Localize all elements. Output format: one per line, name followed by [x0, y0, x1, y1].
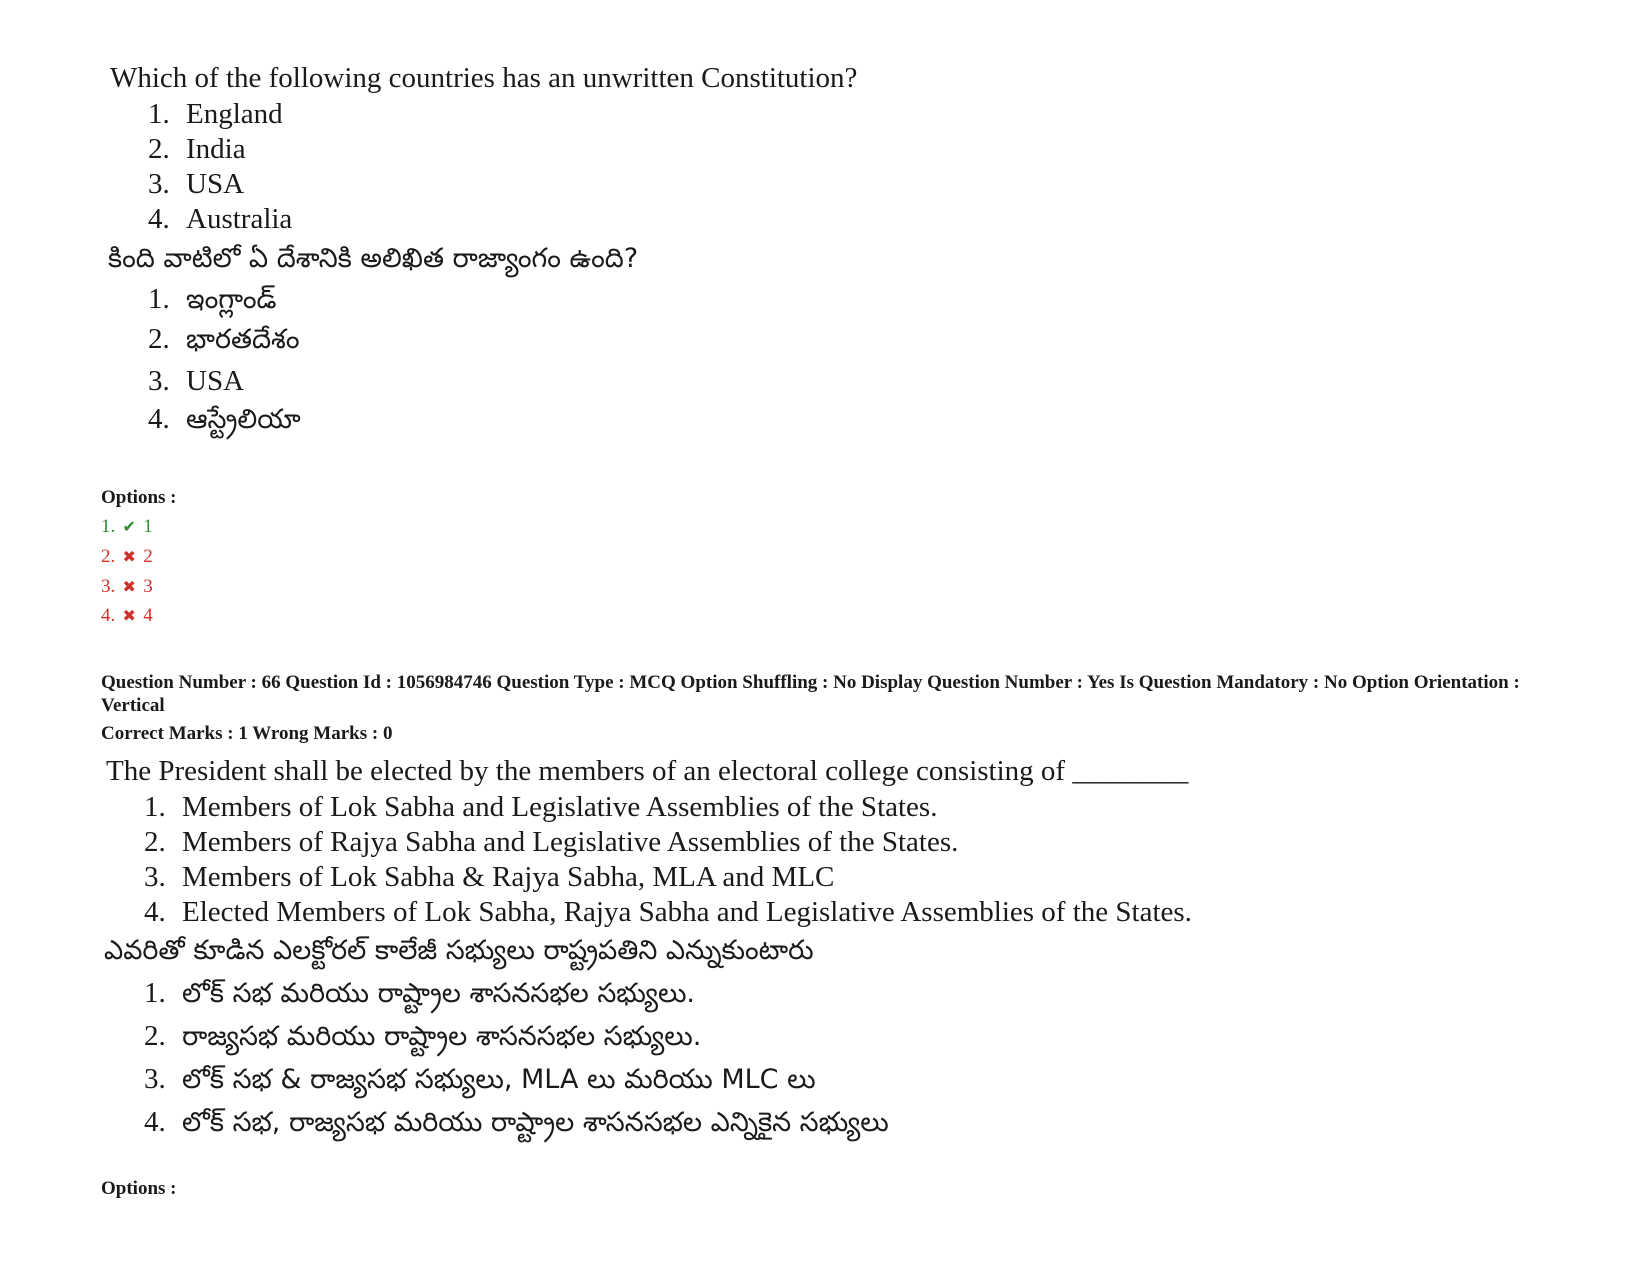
q1-option-te-1: [148, 283, 277, 322]
answer-row-1: [101, 516, 153, 538]
option-text: ఇంగ్లాండ్: [186, 284, 277, 315]
option-text: USA: [186, 365, 245, 397]
answer-prefix: 3.: [101, 576, 116, 597]
answer-prefix: 4.: [101, 605, 116, 626]
option-number: 2.: [144, 1020, 166, 1052]
option-text: Elected Members of Lok Sabha, Rajya Sabha and Legislative Assemblies of the States.: [182, 896, 1192, 928]
option-number: 3.: [144, 1063, 166, 1095]
cross-icon: ✖: [122, 606, 136, 625]
option-text: లోక్ సభ, రాజ్యసభ మరియు రాష్ట్రాల శాసనసభల ఎన్నికైన సభ్యులు: [182, 1107, 889, 1138]
option-number: 3.: [148, 365, 170, 397]
option-number: 4.: [144, 1106, 166, 1138]
option-number: 3.: [148, 168, 170, 200]
option-text: Members of Lok Sabha and Legislative Assemblies of the States.: [182, 791, 938, 823]
option-number: 2.: [148, 133, 170, 165]
answer-value: 3: [143, 576, 153, 597]
option-text: Members of Lok Sabha & Rajya Sabha, MLA and MLC: [182, 861, 835, 893]
q2-meta: Question Number : 66 Question Id : 1056984746 Question Type : MCQ Option Shuffling : No Display Question Number : Yes Is Question Mandatory : No Option Orientation : Vertical: [101, 672, 1520, 716]
answer-value: 2: [143, 546, 153, 567]
q2-option-en-2: [144, 826, 958, 859]
option-text: ఆస్ట్రేలియా: [186, 404, 301, 435]
q1-option-en-3: [148, 168, 244, 201]
option-number: 4.: [148, 203, 170, 235]
option-text: England: [186, 98, 283, 130]
q2-stem-en: The President shall be elected by the members of an electoral college consisting of ________: [106, 755, 1189, 787]
answer-row-4: [101, 605, 153, 627]
q2-option-en-1: [144, 791, 937, 824]
answer-prefix: 1.: [101, 516, 116, 537]
option-text: భారతదేశం: [186, 324, 300, 355]
answer-prefix: 2.: [101, 546, 116, 567]
q1-option-te-4: [148, 403, 301, 442]
option-number: 1.: [144, 977, 166, 1009]
check-icon: ✔: [122, 517, 136, 536]
answer-value: 1: [143, 516, 153, 537]
q1-option-en-4: [148, 203, 292, 236]
answer-row-2: [101, 546, 153, 568]
q1-stem-te: కింది వాటిలో ఏ దేశానికి అలిఖిత రాజ్యాంగం ఉంది?: [108, 243, 639, 274]
option-text: India: [186, 133, 246, 165]
q2-stem-te: ఎవరితో కూడిన ఎలక్టోరల్ కాలేజీ సభ్యులు రాష్ట్రపతిని ఎన్నుకుంటారు: [104, 935, 814, 966]
q1-stem-en: Which of the following countries has an unwritten Constitution?: [110, 62, 858, 94]
option-text: USA: [186, 168, 245, 200]
option-number: 1.: [148, 283, 170, 315]
q1-option-te-2: [148, 323, 300, 362]
q2-marks: Correct Marks : 1 Wrong Marks : 0: [101, 723, 393, 744]
q2-option-te-4: [144, 1106, 889, 1145]
q2-option-te-3: [144, 1063, 816, 1102]
option-text: లోక్ సభ మరియు రాష్ట్రాల శాసనసభల సభ్యులు.: [182, 978, 696, 1009]
answer-row-3: [101, 576, 153, 598]
option-number: 2.: [144, 826, 166, 858]
option-number: 1.: [144, 791, 166, 823]
q1-options-heading: Options :: [101, 487, 177, 508]
option-number: 3.: [144, 861, 166, 893]
answer-value: 4: [143, 605, 153, 626]
cross-icon: ✖: [122, 547, 136, 566]
q1-option-en-1: [148, 98, 283, 131]
option-number: 4.: [144, 896, 166, 928]
option-number: 4.: [148, 403, 170, 435]
q2-option-en-3: [144, 861, 834, 894]
option-text: రాజ్యసభ మరియు రాష్ట్రాల శాసనసభల సభ్యులు.: [182, 1021, 702, 1052]
q1-option-te-3: [148, 365, 244, 398]
option-number: 2.: [148, 323, 170, 355]
q1-option-en-2: [148, 133, 246, 166]
q2-options-heading: Options :: [101, 1178, 177, 1199]
q2-option-te-1: [144, 977, 695, 1016]
option-text: Members of Rajya Sabha and Legislative Assemblies of the States.: [182, 826, 959, 858]
cross-icon: ✖: [122, 577, 136, 596]
q2-option-te-2: [144, 1020, 701, 1059]
option-number: 1.: [148, 98, 170, 130]
option-text: లోక్ సభ & రాజ్యసభ సభ్యులు, MLA లు మరియు MLC లు: [182, 1064, 816, 1095]
option-text: Australia: [186, 203, 293, 235]
q2-option-en-4: [144, 896, 1192, 929]
